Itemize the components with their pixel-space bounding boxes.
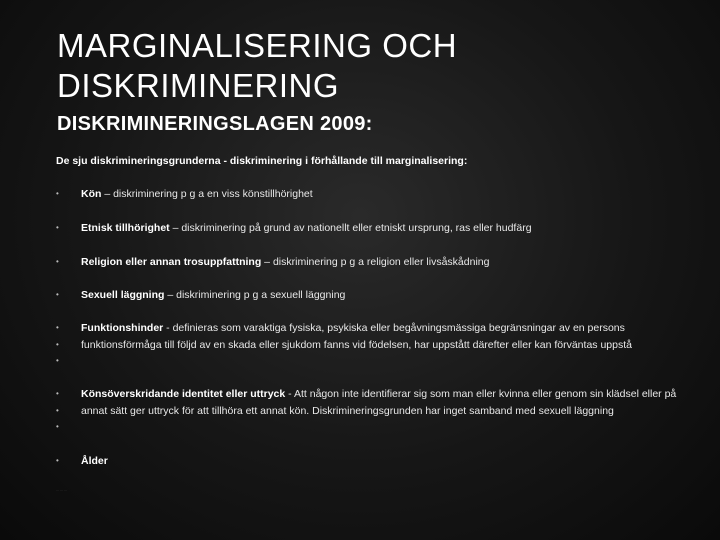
bullet-icon: • xyxy=(56,389,59,398)
bullet-icon: • xyxy=(56,189,59,198)
item-term: Kön xyxy=(81,188,102,200)
item-term: Funktionshinder xyxy=(81,322,164,334)
bullet-icon: • xyxy=(56,456,59,465)
bullet-icon: • xyxy=(56,323,59,332)
item-desc: - Att någon inte identifierar sig som man eller kvinna eller genom sin klädsel eller på annat sätt ger uttryck för att tillhöra ett annat kön. Diskrimineringsgrunden har inget samband med sexuell läggning xyxy=(81,388,677,417)
item-term: Religion eller annan trosuppfattning xyxy=(81,256,262,268)
bullet-icon: • xyxy=(56,405,59,415)
item-desc: - definieras som varaktiga fysiska, psykiska eller begåvningsmässiga begränsningar av en persons funktionsförmåga till följd av en skada eller sjukdom fanns vid födelsen, har uppstått därefter eller kan förväntas uppstå xyxy=(81,322,632,351)
item-desc: – diskriminering p g a religion eller livsåskådning xyxy=(261,256,490,268)
item-desc: – diskriminering p g a en viss könstillhörighet xyxy=(101,188,313,200)
bullet-icon: • xyxy=(56,422,59,431)
bullet-icon: • xyxy=(56,223,59,232)
item-desc: – diskriminering p g a sexuell läggning xyxy=(164,289,346,301)
bullet-icon: • xyxy=(56,257,59,266)
item-desc: – diskriminering på grund av nationellt eller etniskt ursprung, ras eller hudfärg xyxy=(169,222,532,234)
item-term: Ålder xyxy=(81,455,108,467)
slide-subtitle: DISKRIMINERINGSLAGEN 2009: xyxy=(57,113,373,135)
intro-text: De sju diskrimineringsgrunderna - diskriminering i förhållande till marginalisering: xyxy=(56,155,468,167)
footer-note: ……… xyxy=(56,488,68,492)
bullet-icon: • xyxy=(56,339,59,349)
item-term: Etnisk tillhörighet xyxy=(81,222,170,234)
bullet-icon: • xyxy=(56,356,59,365)
item-term: Könsöverskridande identitet eller uttryck xyxy=(81,388,286,400)
bullet-icon: • xyxy=(56,290,59,299)
slide-title: MARGINALISERING OCH DISKRIMINERING xyxy=(57,27,458,104)
item-term: Sexuell läggning xyxy=(81,289,165,301)
